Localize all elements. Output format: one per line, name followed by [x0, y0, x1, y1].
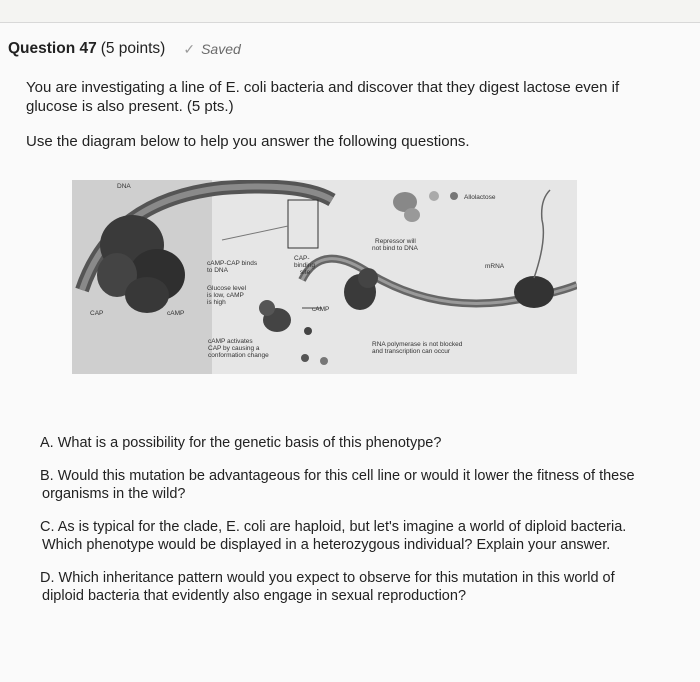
- label-glucose-1: Glucose level: [207, 285, 247, 292]
- label-cap-site-1: CAP-: [294, 255, 310, 262]
- label-activates-1: cAMP activates: [208, 338, 253, 345]
- question-text: Which inheritance pattern would you expect to observe for this mutation in this world of diploid bacteria that evidently also engage in sexual reproduction?: [42, 570, 615, 604]
- label-rnapol-2: and transcription can occur: [372, 348, 451, 355]
- diagram-svg: [72, 180, 577, 374]
- question-letter: C.: [40, 519, 55, 535]
- divider: [0, 22, 700, 23]
- question-item-d: [42, 569, 642, 605]
- label-rnapol-1: RNA polymerase is not blocked: [372, 341, 463, 348]
- question-letter: A.: [40, 435, 54, 451]
- label-camp-cap-binds-2: to DNA: [207, 267, 228, 274]
- label-repressor-2: not bind to DNA: [372, 245, 418, 252]
- lac-operon-diagram: [72, 180, 577, 374]
- question-letter: B.: [40, 468, 54, 484]
- question-list: [42, 434, 642, 620]
- saved-status: [183, 41, 240, 58]
- label-activates-3: conformation change: [208, 352, 269, 359]
- question-item-c: [42, 518, 642, 554]
- label-dna: DNA: [117, 183, 131, 190]
- question-item-a: [42, 434, 642, 452]
- question-text: Would this mutation be advantageous for this cell line or would it lower the fitness of these organisms in the wild?: [42, 468, 635, 502]
- label-camp-2: cAMP: [312, 306, 330, 313]
- question-title: Question 47: [8, 40, 97, 57]
- label-mrna: mRNA: [485, 263, 505, 270]
- question-points: (5 points): [100, 40, 166, 57]
- label-camp-cap-binds-1: cAMP-CAP binds: [207, 260, 258, 267]
- label-cap: CAP: [90, 310, 104, 317]
- question-text: What is a possibility for the genetic basis of this phenotype?: [57, 435, 442, 451]
- label-cap-site-2: binding: [294, 262, 315, 269]
- label-repressor-1: Repressor will: [375, 238, 416, 245]
- allolactose-icon: [450, 192, 458, 200]
- question-header: [8, 40, 241, 58]
- label-glucose-2: is low, cAMP: [207, 292, 244, 299]
- question-instruction: Use the diagram below to help you answer the following questions.: [26, 133, 470, 150]
- saved-label: Saved: [201, 41, 241, 57]
- question-letter: D.: [40, 570, 55, 586]
- label-glucose-3: is high: [207, 299, 226, 306]
- label-activates-2: CAP by causing a: [208, 345, 260, 352]
- label-allolactose: Allolactose: [464, 194, 496, 201]
- question-item-b: [42, 467, 642, 503]
- check-icon: ✓: [183, 40, 196, 57]
- question-prompt: You are investigating a line of E. coli bacteria and discover that they digest lactose even if glucose is also present. (5 pts.): [26, 79, 620, 115]
- label-camp: cAMP: [167, 310, 185, 317]
- question-text: As is typical for the clade, E. coli are haploid, but let's imagine a world of diploid bacteria. Which phenotype would be displayed in a heterozygous individual? Explain your answer.: [42, 519, 627, 553]
- label-cap-site-3: site: [300, 269, 311, 276]
- transcribing-polymerase-shape: [514, 276, 554, 308]
